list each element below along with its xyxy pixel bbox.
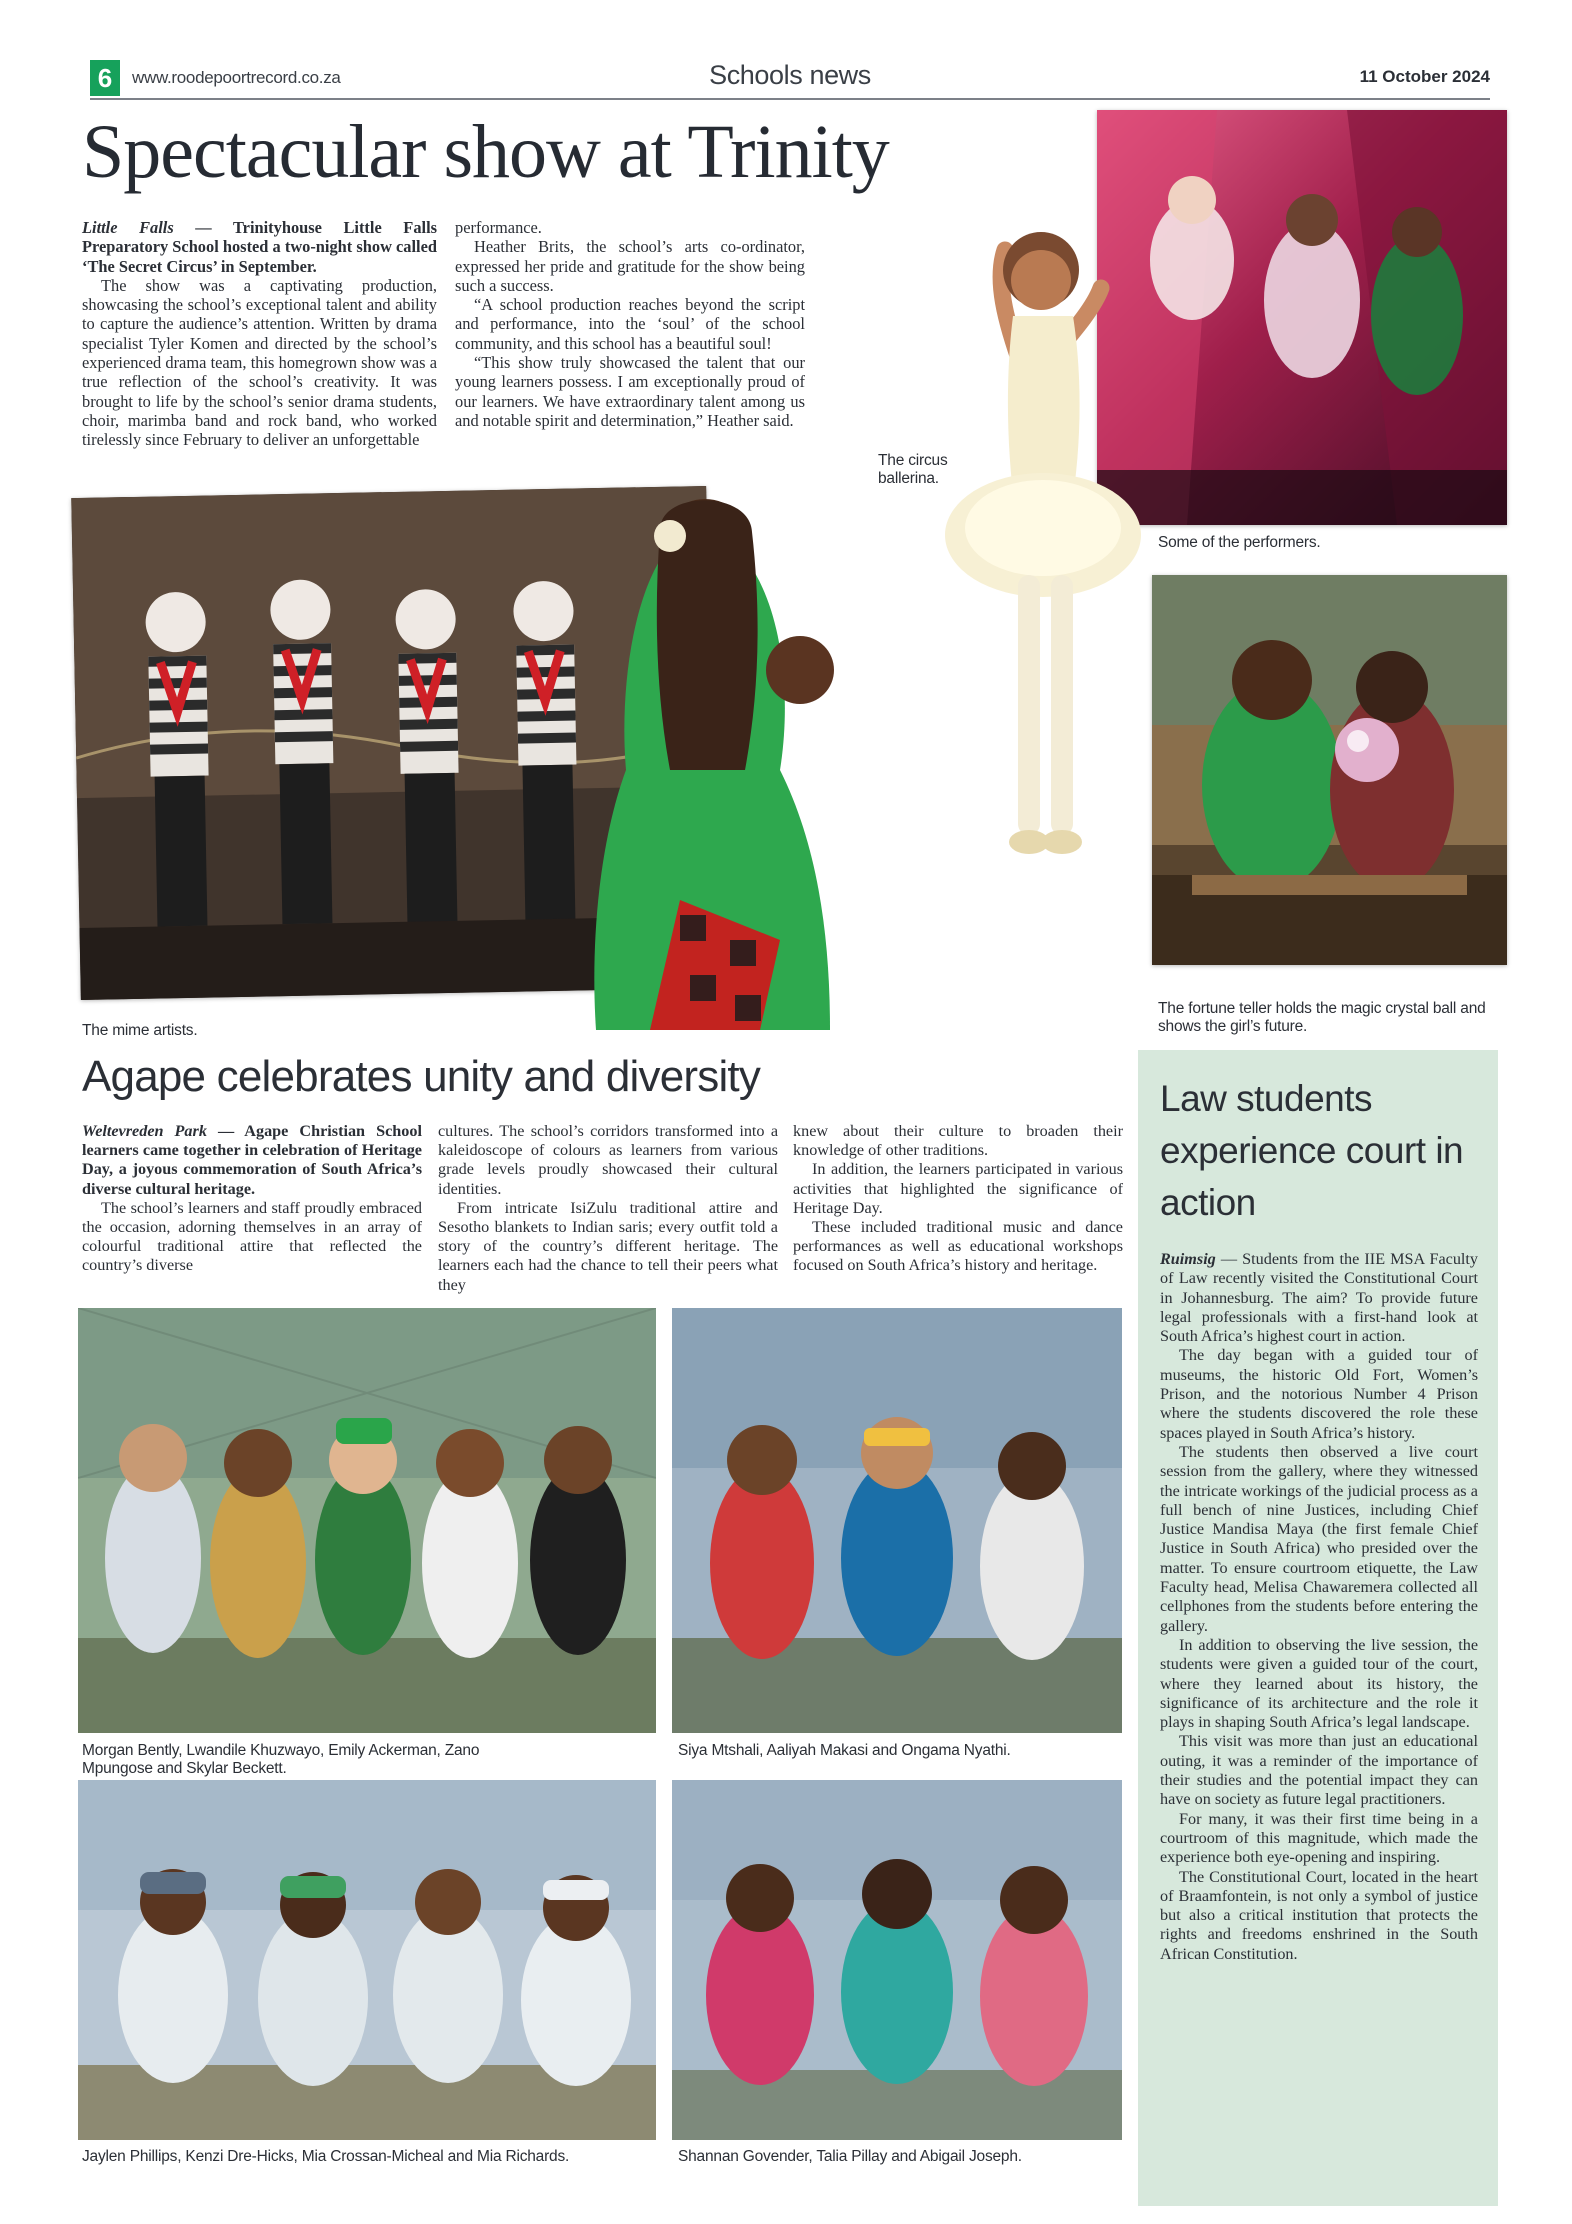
- paragraph: cultures. The school’s corridors transformed into a kaleidoscope of colours as learners from various grade levels proudly showcased their cultural identities.: [438, 1122, 778, 1198]
- photo-heritage-group-4: [672, 1780, 1122, 2140]
- caption-heritage-group-2: Siya Mtshali, Aaliyah Makasi and Ongama Nyathi.: [678, 1742, 1011, 1759]
- masthead: [90, 60, 1490, 100]
- section-title: Schools news: [709, 60, 871, 90]
- headline-trinity: Spectacular show at Trinity: [82, 110, 889, 194]
- paragraph: The day began with a guided tour of museums, the historic Old Fort, Women’s Prison, and the notorious Number 4 Prison where the students discovered the role these spaces played in South Africa’s history.: [1160, 1346, 1478, 1442]
- sidebar-headline: Law students experience court in action: [1160, 1078, 1464, 1223]
- paragraph: The Constitutional Court, located in the heart of Braamfontein, is not only a symbol of justice but also a critical institution that protects the rights and freedoms enshrined in the South African Constitution.: [1160, 1867, 1478, 1963]
- paragraph: For many, it was their first time being in a courtroom of this magnitude, which made the experience both eye-opening and inspiring.: [1160, 1809, 1478, 1867]
- page-number-badge: 6: [90, 60, 120, 96]
- caption-mime-artists: The mime artists.: [82, 1022, 198, 1039]
- photo-heritage-group-3: [78, 1780, 656, 2140]
- photo-fortune-teller: [1152, 575, 1507, 965]
- photo-heritage-group-1: [78, 1308, 656, 1733]
- paragraph: performance.: [455, 218, 542, 237]
- article-agape-column-2: [438, 1122, 778, 1295]
- article-agape-column-3: [793, 1122, 1123, 1276]
- paragraph: “This show truly showcased the talent that our young learners possess. I am exceptionally proud of our learners. We have extraordinary talent among us and notable spirit and determination,” Heather said.: [455, 353, 805, 430]
- caption-fortune-teller: The fortune teller holds the magic crystal ball and shows the girl’s future.: [1158, 1000, 1486, 1035]
- paragraph: “A school production reaches beyond the script and performance, into the ‘soul’ of the school community, and this school has a beautiful soul!: [455, 295, 805, 353]
- paragraph: This visit was more than just an educational outing, it was a reminder of the importance of their studies and the potential impact they can have on society as future legal practitioners.: [1160, 1732, 1478, 1809]
- paragraph: The school’s learners and staff proudly embraced the occasion, adorning themselves in an array of colourful traditional attire that reflected the country’s diverse: [82, 1198, 422, 1275]
- article-agape-column-1: [82, 1122, 422, 1276]
- paragraph: These included traditional music and dance performances as well as educational workshops focused on South Africa’s history and heritage.: [793, 1218, 1123, 1275]
- caption-heritage-group-4: Shannan Govender, Talia Pillay and Abigail Joseph.: [678, 2148, 1022, 2165]
- header-rule: [90, 98, 1490, 100]
- issue-date: 11 October 2024: [1359, 67, 1490, 86]
- paragraph: In addition to observing the live session, the students were given a guided tour of the court, where they learned about its history, the significance of its architecture and the role it plays in shaping South Africa’s legal landscape.: [1160, 1635, 1478, 1732]
- paragraph: Weltevreden Park — Agape Christian School learners came together in celebration of Heritage Day, a joyous commemoration of South Africa’s diverse cultural heritage.: [82, 1122, 422, 1198]
- paragraph: knew about their culture to broaden their knowledge of other traditions.: [793, 1122, 1123, 1160]
- paragraph: Heather Brits, the school’s arts co-ordinator, expressed her pride and gratitude for the show being such a success.: [455, 237, 805, 295]
- paragraph: Little Falls — Trinityhouse Little Falls Preparatory School hosted a two-night show called ‘The Secret Circus’ in September.: [82, 218, 437, 276]
- article-trinity-column-2: [455, 218, 805, 430]
- paragraph: The students then observed a live court session from the gallery, where they witnessed the intricate workings of the judicial process as a full bench of nine Justices, including Chief Justice Mandisa Maya (the first female Chief Justice in South Africa) who presided over the matter. To ensure courtroom etiquette, the Law Faculty head, Melisa Chawaremera collected all cellphones from the students before entering the gallery.: [1160, 1442, 1478, 1635]
- caption-heritage-group-3: Jaylen Phillips, Kenzi Dre-Hicks, Mia Crossan-Micheal and Mia Richards.: [82, 2148, 570, 2165]
- paragraph: The show was a captivating production, showcasing the school’s exceptional talent and ability to capture the audience’s attention. Written by drama specialist Tyler Komen and directed by the school’s experienced drama team, this homegrown show was a true reflection of the school’s creativity. It was brought to life by the school’s senior drama students, choir, marimba band and rock band, who worked tirelessly since February to deliver an unforgettable: [82, 275, 437, 450]
- site-url[interactable]: www.roodepoortrecord.co.za: [132, 68, 341, 87]
- caption-heritage-group-1: Morgan Bently, Lwandile Khuzwayo, Emily Ackerman, Zano Mpungose and Skylar Beckett.: [82, 1742, 480, 1777]
- photo-green-dress-performer: [530, 470, 920, 1030]
- photo-heritage-group-2: [672, 1308, 1122, 1733]
- article-trinity-column-1: [82, 218, 437, 450]
- sidebar-body: [1160, 1250, 1478, 1964]
- paragraph: From intricate IsiZulu traditional attire and Sesotho blankets to Indian saris; every outfit told a story of the country’s different heritage. The learners each had the chance to tell their peers what they: [438, 1198, 778, 1294]
- headline-agape: Agape celebrates unity and diversity: [82, 1052, 761, 1101]
- paragraph: In addition, the learners participated in various activities that highlighted the significance of Heritage Day.: [793, 1160, 1123, 1217]
- caption-ballerina: The circus ballerina.: [878, 452, 948, 487]
- paragraph: Ruimsig — Students from the IIE MSA Faculty of Law recently visited the Constitutional Court in Johannesburg. The aim? To provide future legal professionals with a first-hand look at South Africa’s highest court in action.: [1160, 1250, 1478, 1346]
- caption-performers: Some of the performers.: [1158, 534, 1321, 551]
